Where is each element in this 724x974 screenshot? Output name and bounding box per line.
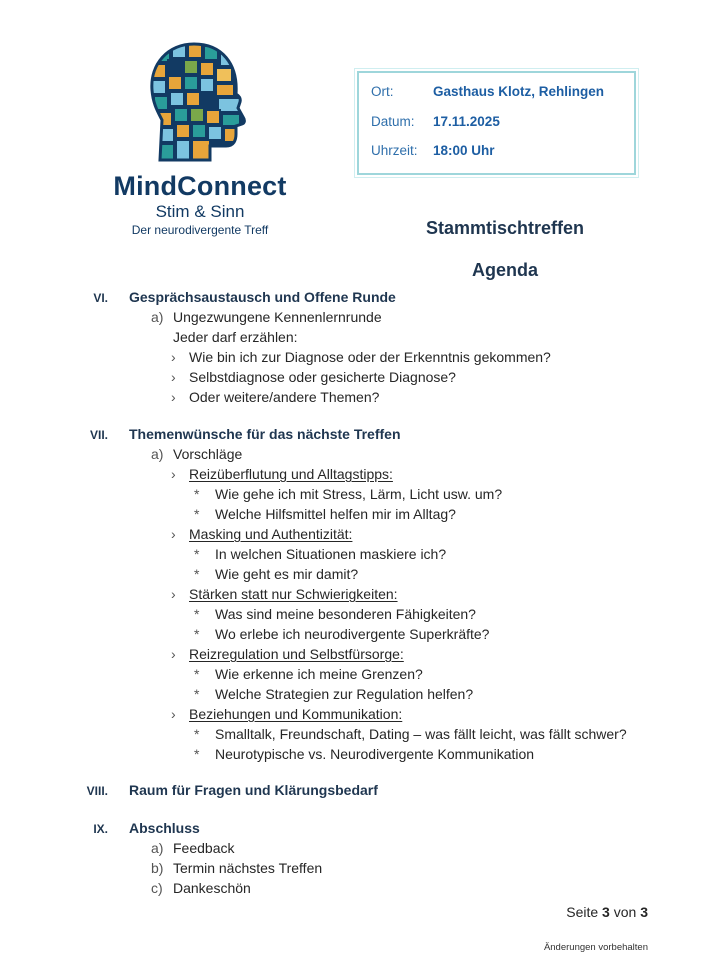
list-item <box>151 880 251 896</box>
event-info-box <box>357 71 636 175</box>
topic-heading <box>171 526 352 542</box>
item-letter: c) <box>151 880 163 896</box>
list-item <box>194 606 476 622</box>
chevron-right-icon: › <box>171 389 176 405</box>
item-text: Wie bin ich zur Diagnose oder der Erkenntnis gekommen? <box>189 349 551 365</box>
chevron-right-icon: › <box>171 526 176 542</box>
brand-name: MindConnect <box>113 171 287 201</box>
topic-title: Stärken statt nur Schwierigkeiten: <box>189 586 398 602</box>
brand-tagline: Der neurodivergente Treff <box>131 223 269 237</box>
chevron-right-icon: › <box>171 466 176 482</box>
asterisk-icon: * <box>194 486 200 502</box>
ort-value: Gasthaus Klotz, Rehlingen <box>433 84 605 99</box>
list-item <box>194 746 534 762</box>
asterisk-icon: * <box>194 626 200 642</box>
chevron-right-icon: › <box>171 586 176 602</box>
page-number <box>566 904 648 920</box>
item-text: Termin nächstes Treffen <box>173 860 323 876</box>
list-item <box>151 309 382 325</box>
list-item <box>151 840 234 856</box>
item-text: Welche Strategien zur Regulation helfen? <box>215 686 474 702</box>
info-row-datum <box>371 114 500 129</box>
list-item <box>194 566 358 582</box>
mindconnect-logo-icon <box>146 40 258 164</box>
item-text: In welchen Situationen maskiere ich? <box>215 546 447 562</box>
info-row-uhrzeit <box>371 143 495 158</box>
list-item <box>194 686 473 702</box>
page-prefix: Seite <box>566 904 599 920</box>
list-item <box>194 546 446 562</box>
asterisk-icon: * <box>194 566 200 582</box>
item-text: Neurotypische vs. Neurodivergente Kommunikation <box>215 746 535 762</box>
topic-title: Masking und Authentizität: <box>189 526 353 542</box>
list-item <box>171 389 379 405</box>
page-title: Stammtischtreffen <box>425 218 585 238</box>
chevron-right-icon: › <box>171 646 176 662</box>
asterisk-icon: * <box>194 506 200 522</box>
section-number: VI. <box>93 291 108 305</box>
topic-heading <box>171 586 398 602</box>
uhrzeit-label: Uhrzeit: <box>371 143 418 158</box>
item-text: Wo erlebe ich neurodivergente Superkräfte? <box>215 626 490 642</box>
asterisk-icon: * <box>194 606 200 622</box>
item-letter: a) <box>151 840 164 856</box>
item-text: Dankeschön <box>173 880 251 896</box>
item-text: Was sind meine besonderen Fähigkeiten? <box>215 606 476 622</box>
brand-block <box>100 171 300 237</box>
section-title: Gesprächsaustausch und Offene Runde <box>129 289 396 305</box>
ort-label: Ort: <box>371 84 394 99</box>
list-item <box>194 626 489 642</box>
brand-subtitle: Stim & Sinn <box>155 202 245 221</box>
topic-title: Reizüberflutung und Alltagstipps: <box>189 466 393 482</box>
item-text: Smalltalk, Freundschaft, Dating – was fällt leicht, was fällt schwer? <box>215 726 627 742</box>
item-text: Selbstdiagnose oder gesicherte Diagnose? <box>189 369 456 385</box>
list-item <box>194 666 423 682</box>
item-text: Feedback <box>173 840 235 856</box>
item-text: Ungezwungene Kennenlernrunde <box>173 309 382 325</box>
list-item <box>194 486 502 502</box>
section-number: VIII. <box>86 784 108 798</box>
topic-title: Beziehungen und Kommunikation: <box>189 706 403 722</box>
item-note: Jeder darf erzählen: <box>173 329 298 345</box>
chevron-right-icon: › <box>171 369 176 385</box>
section-title: Raum für Fragen und Klärungsbedarf <box>129 782 378 798</box>
topic-heading <box>171 706 402 722</box>
datum-label: Datum: <box>371 114 415 129</box>
info-row-ort <box>371 84 604 99</box>
page-subtitle: Agenda <box>471 260 538 280</box>
asterisk-icon: * <box>194 546 200 562</box>
datum-value: 17.11.2025 <box>433 114 500 129</box>
list-item <box>194 506 456 522</box>
item-text: Vorschläge <box>173 446 243 462</box>
item-text: Wie geht es mir damit? <box>215 566 359 582</box>
item-text: Oder weitere/andere Themen? <box>189 389 380 405</box>
asterisk-icon: * <box>194 686 200 702</box>
list-item <box>151 446 242 462</box>
item-letter: b) <box>151 860 164 876</box>
topic-heading <box>171 466 393 482</box>
page-total: 3 <box>640 904 648 920</box>
item-letter: a) <box>151 446 164 462</box>
list-item <box>171 349 551 365</box>
asterisk-icon: * <box>194 726 200 742</box>
topic-heading <box>171 646 404 662</box>
uhrzeit-value: 18:00 Uhr <box>433 143 495 158</box>
list-item <box>151 860 322 876</box>
asterisk-icon: * <box>194 746 200 762</box>
item-text: Wie gehe ich mit Stress, Lärm, Licht usw. um? <box>215 486 503 502</box>
chevron-right-icon: › <box>171 706 176 722</box>
disclaimer-note: Änderungen vorbehalten <box>543 942 648 953</box>
item-letter: a) <box>151 309 164 325</box>
section-number: VII. <box>89 428 108 442</box>
section-title: Abschluss <box>129 820 200 836</box>
list-item <box>171 369 456 385</box>
item-text: Welche Hilfsmittel helfen mir im Alltag? <box>215 506 456 522</box>
topic-title: Reizregulation und Selbstfürsorge: <box>189 646 404 662</box>
section-number: IX. <box>93 822 108 836</box>
chevron-right-icon: › <box>171 349 176 365</box>
page-current: 3 <box>602 904 610 920</box>
page-mid: von <box>613 904 637 920</box>
item-text: Wie erkenne ich meine Grenzen? <box>215 666 423 682</box>
list-item <box>194 726 627 742</box>
asterisk-icon: * <box>194 666 200 682</box>
section-title: Themenwünsche für das nächste Treffen <box>129 426 401 442</box>
